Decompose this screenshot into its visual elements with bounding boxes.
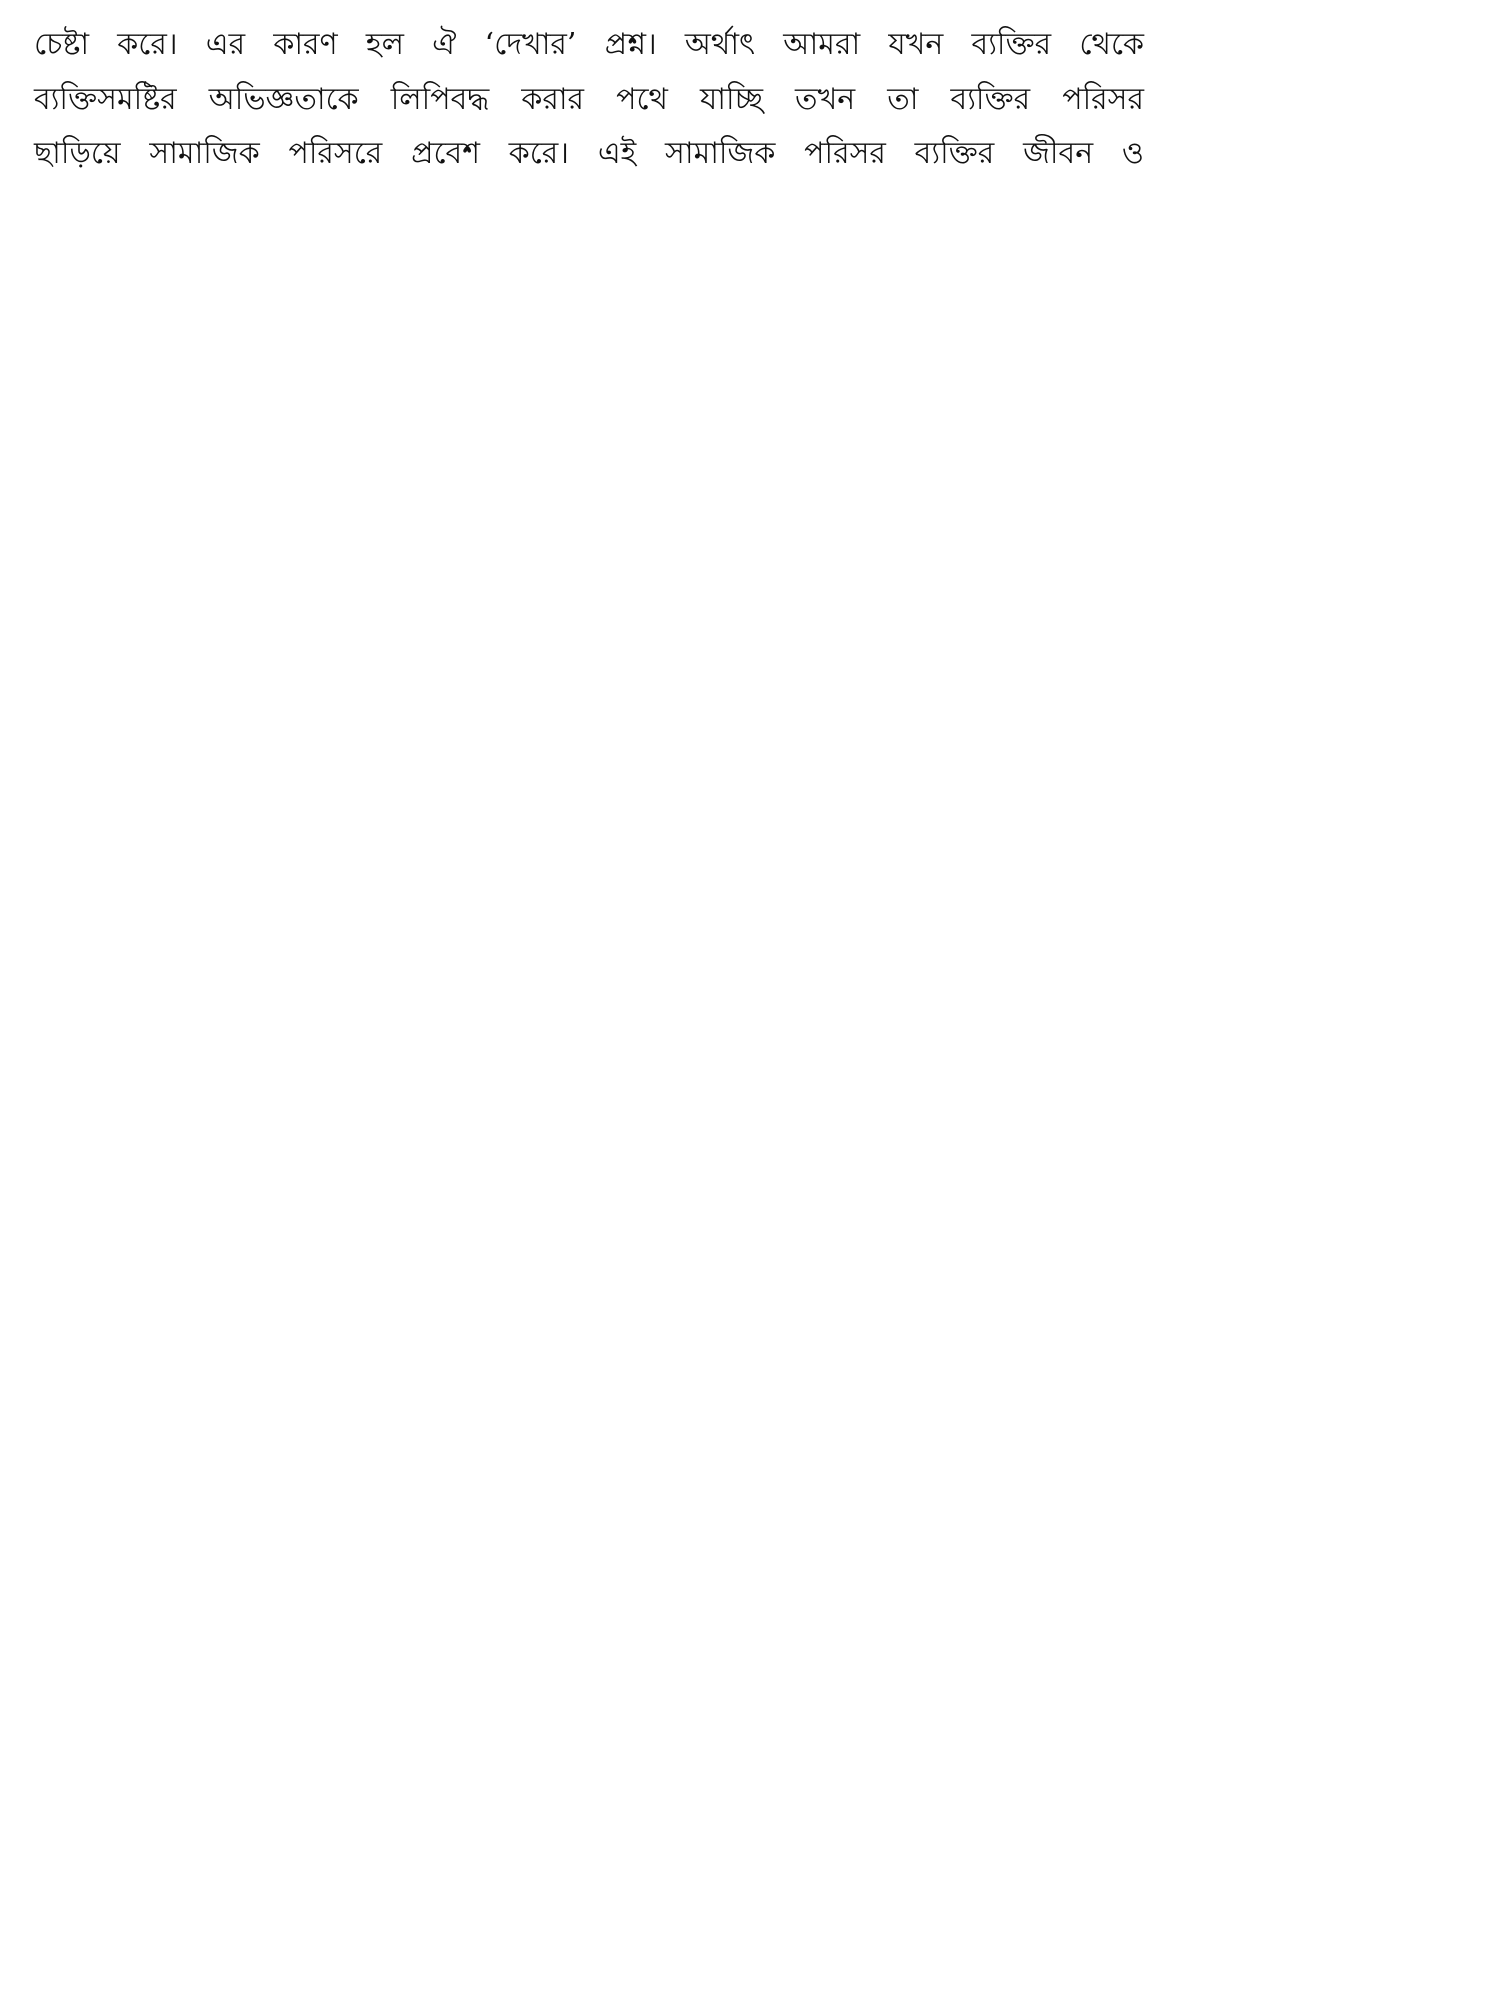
paragraph-1 bbox=[34, 18, 1144, 182]
text-line: ছাড়িয়ে সামাজিক পরিসরে প্রবেশ করে। এই সামাজিক পরিসর ব্যক্তির জীবন ও bbox=[34, 136, 1144, 172]
body-text bbox=[34, 18, 1144, 182]
text-line: চেষ্টা করে। এর কারণ হল ঐ ‘দেখার’ প্রশ্ন। অর্থাৎ আমরা যখন ব্যক্তির থেকে bbox=[34, 27, 1144, 62]
text-line: ব্যক্তিসমষ্টির অভিজ্ঞতাকে লিপিবদ্ধ করার পথে যাচ্ছি তখন তা ব্যক্তির পরিসর bbox=[34, 81, 1144, 117]
